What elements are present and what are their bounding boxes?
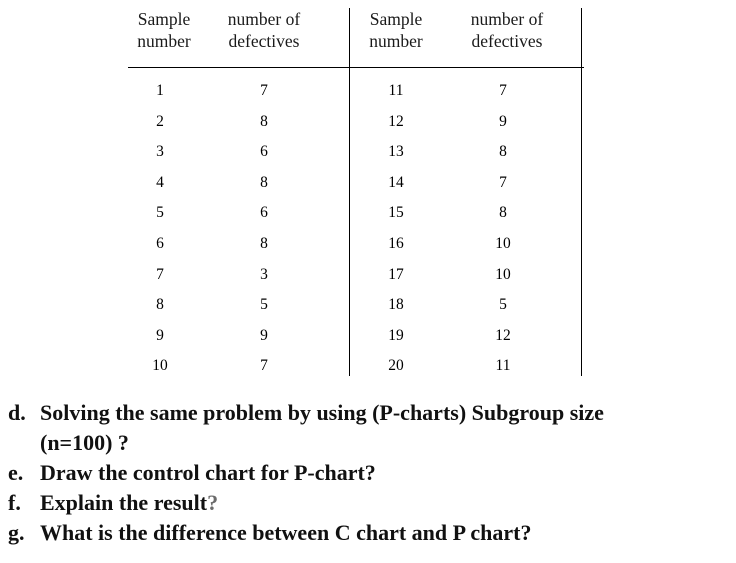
header-line: Sample	[137, 9, 191, 29]
table-cell: 3	[260, 265, 268, 283]
table-row	[128, 203, 584, 234]
table-cell: 1	[156, 82, 164, 99]
header-defectives-2	[452, 8, 562, 52]
table-cell: 19	[388, 326, 404, 344]
table-cell: 7	[260, 357, 268, 375]
table-cell: 5	[499, 296, 507, 314]
table-cell: 5	[260, 296, 268, 314]
table-cell: 16	[388, 234, 404, 252]
question-f	[8, 488, 733, 518]
defectives-table	[128, 8, 584, 378]
table-cell: 12	[495, 326, 511, 344]
table-cell: 14	[388, 173, 404, 191]
question-g	[8, 518, 733, 548]
table-row	[128, 81, 584, 112]
question-letter: e.	[8, 460, 24, 485]
table-cell: 8	[260, 112, 268, 130]
header-line: number	[137, 31, 191, 51]
table-cell: 20	[388, 357, 404, 375]
table-cell: 5	[156, 204, 164, 222]
header-sample-number-1	[128, 8, 200, 52]
table-cell: 6	[156, 234, 164, 252]
header-sample-number-2	[356, 8, 436, 52]
table-cell: 9	[156, 326, 164, 344]
question-text: Explain the result	[40, 490, 208, 515]
header-line: defectives	[471, 31, 543, 51]
table-cell: 8	[260, 234, 268, 252]
table-cell: 15	[388, 204, 404, 222]
table-cell: 7	[499, 173, 507, 191]
table-row	[128, 326, 584, 357]
table-cell: 6	[260, 143, 268, 161]
question-text: Draw the control chart for P-chart?	[40, 460, 376, 485]
table-row	[128, 142, 584, 173]
header-line: defectives	[228, 31, 300, 51]
question-e	[8, 458, 733, 488]
table-cell: 10	[495, 265, 511, 283]
header-divider	[128, 67, 584, 68]
table-cell: 8	[156, 296, 164, 314]
header-line: Sample	[369, 9, 423, 29]
question-letter: f.	[8, 490, 21, 515]
table-cell: 8	[499, 143, 507, 161]
table-cell: 12	[388, 112, 404, 130]
table-cell: 11	[388, 82, 404, 99]
table-cell: 11	[495, 357, 511, 375]
table-cell: 3	[156, 143, 164, 161]
table-row	[128, 112, 584, 143]
table-cell: 4	[156, 173, 164, 191]
table-cell: 7	[499, 82, 507, 99]
table-cell: 17	[388, 265, 404, 283]
table-cell: 13	[388, 143, 404, 161]
question-text: Solving the same problem by using (P-charts) Subgroup size	[40, 400, 604, 425]
header-line: number of	[227, 9, 301, 29]
question-text-continued: (n=100) ?	[40, 430, 129, 455]
table-cell: 8	[499, 204, 507, 222]
header-line: number of	[470, 9, 544, 29]
table-cell: 7	[260, 82, 268, 99]
table-cell: 10	[495, 234, 511, 252]
header-line: number	[369, 31, 423, 51]
table-row	[128, 173, 584, 204]
table-row	[128, 356, 584, 387]
question-letter: d.	[8, 400, 26, 425]
header-defectives-1	[216, 8, 312, 52]
question-text: What is the difference between C chart and P chart?	[40, 520, 532, 545]
table-cell: 10	[152, 357, 168, 375]
table-cell: 18	[388, 296, 404, 314]
table-row	[128, 234, 584, 265]
question-d	[8, 398, 733, 458]
question-list	[8, 398, 733, 548]
table-cell: 9	[260, 326, 268, 344]
table-cell: 6	[260, 204, 268, 222]
table-cell: 8	[260, 173, 268, 191]
table-body	[128, 81, 584, 387]
table-row	[128, 295, 584, 326]
table-cell: 9	[499, 112, 507, 130]
table-row	[128, 265, 584, 296]
table-cell: 7	[156, 265, 164, 283]
table-cell: 2	[156, 112, 164, 130]
question-letter: g.	[8, 520, 25, 545]
question-mark: ?	[207, 490, 219, 515]
